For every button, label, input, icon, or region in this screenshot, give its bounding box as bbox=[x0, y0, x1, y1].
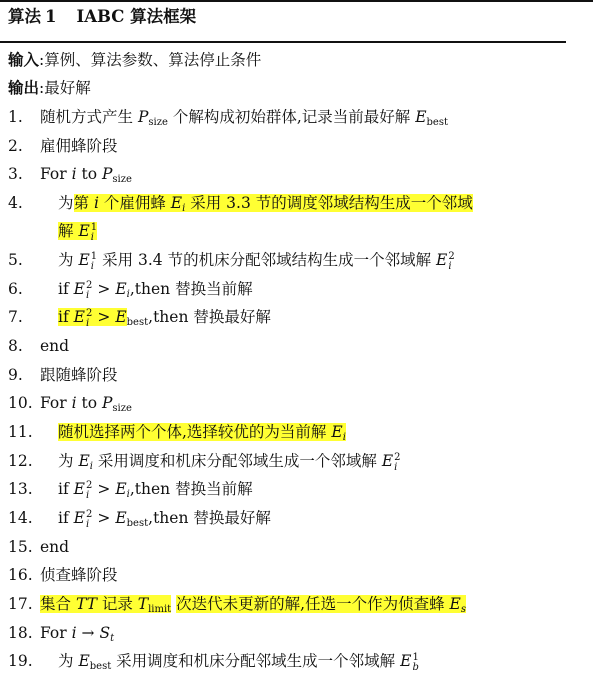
text-segment: 为 bbox=[58, 652, 79, 670]
keyword: if bbox=[58, 509, 74, 527]
header-rule bbox=[0, 41, 566, 43]
algorithm-line-12 bbox=[0, 447, 593, 475]
math-symbol: i bbox=[71, 624, 77, 642]
math-subscript: i bbox=[182, 203, 186, 214]
text-segment: 随机方式产生 bbox=[40, 108, 138, 126]
text-segment: 采用 3.3 节的调度邻域结构生成一个邻域 bbox=[185, 194, 473, 212]
math-superscript: 2 bbox=[85, 308, 93, 319]
algorithm-line-3 bbox=[0, 160, 593, 188]
math-subsup bbox=[448, 252, 454, 272]
line-number: 18. bbox=[8, 624, 33, 642]
math-subscript: i bbox=[89, 461, 93, 472]
line-text bbox=[58, 217, 97, 245]
line-number: 17. bbox=[8, 595, 33, 613]
math-subscript: limit bbox=[148, 604, 172, 615]
math-symbol: i bbox=[71, 165, 77, 183]
math-symbol: T bbox=[137, 595, 149, 613]
line-number: 2. bbox=[8, 137, 23, 155]
math-subscript: i bbox=[85, 318, 90, 329]
math-subscript: s bbox=[460, 604, 466, 615]
line-text: end bbox=[40, 538, 70, 556]
output-label: 输出 bbox=[8, 78, 40, 97]
math-subscript: i bbox=[126, 489, 130, 500]
math-subscript: best bbox=[89, 661, 112, 672]
math-superscript: 2 bbox=[85, 509, 93, 520]
text-segment: 随机选择两个个体,选择较优的为当前解 bbox=[58, 423, 332, 441]
math-symbol: E bbox=[115, 480, 127, 498]
text-segment: ,then 替换最好解 bbox=[148, 308, 271, 326]
math-subscript: i bbox=[85, 290, 90, 301]
line-number: 14. bbox=[8, 509, 33, 527]
math-symbol: i bbox=[93, 194, 99, 212]
line-number: 13. bbox=[8, 480, 33, 498]
line-number: 3. bbox=[8, 165, 23, 183]
algorithm-line-4 bbox=[0, 189, 593, 217]
math-symbol: P bbox=[101, 394, 113, 412]
keyword: For bbox=[40, 624, 72, 642]
math-superscript: 2 bbox=[85, 480, 93, 491]
output-line bbox=[8, 74, 91, 102]
line-number: 1. bbox=[8, 108, 23, 126]
algorithm-line-1 bbox=[0, 103, 593, 131]
line-number: 8. bbox=[8, 337, 23, 355]
math-superscript: 1 bbox=[412, 652, 419, 663]
title-prefix: 算法 bbox=[8, 7, 41, 26]
math-subscript: i bbox=[85, 490, 90, 501]
operator: → bbox=[81, 624, 95, 642]
line-text: end bbox=[40, 337, 70, 355]
math-symbol: E bbox=[78, 452, 90, 470]
math-subsup bbox=[394, 453, 400, 473]
operator: > bbox=[97, 480, 111, 498]
highlighted-span bbox=[40, 595, 171, 613]
line-number: 7. bbox=[8, 308, 23, 326]
math-symbol: E bbox=[78, 652, 90, 670]
keyword: if bbox=[58, 280, 74, 298]
text-segment: 采用调度和机床分配邻域生成一个邻域解 bbox=[92, 452, 382, 470]
math-subsup bbox=[91, 223, 97, 243]
text-segment: 次迭代未更新的解,任选一个作为侦查蜂 bbox=[176, 595, 450, 613]
algorithm-line-2 bbox=[0, 132, 593, 160]
math-symbol: E bbox=[115, 509, 127, 527]
line-number: 11. bbox=[8, 423, 33, 441]
math-subscript: b bbox=[412, 662, 419, 673]
math-subscript: i bbox=[448, 261, 452, 272]
line-text: 侦查蜂阶段 bbox=[40, 566, 118, 584]
math-subscript: i bbox=[90, 232, 94, 243]
text-segment: 记录 bbox=[96, 595, 138, 613]
math-symbol: E bbox=[449, 595, 461, 613]
math-subsup bbox=[412, 653, 418, 673]
text-segment: 采用 3.4 节的机床分配邻域结构生成一个邻域解 bbox=[97, 251, 437, 269]
algorithm-line-13 bbox=[0, 475, 593, 503]
text-segment: 个解构成初始群体,记录当前最好解 bbox=[167, 108, 416, 126]
keyword: For bbox=[40, 394, 72, 412]
operator: > bbox=[97, 308, 111, 326]
text-segment: 解 bbox=[58, 222, 79, 240]
input-label: 输入 bbox=[8, 50, 40, 69]
highlighted-span bbox=[176, 595, 466, 613]
math-symbol: E bbox=[115, 280, 127, 298]
math-subscript: best bbox=[126, 317, 149, 328]
algorithm-line-9 bbox=[0, 361, 593, 389]
math-symbol: E bbox=[170, 194, 183, 212]
math-subscript: i bbox=[90, 261, 94, 272]
math-superscript: 2 bbox=[394, 452, 401, 463]
math-symbol: E bbox=[73, 480, 85, 498]
text-segment: 采用调度和机床分配邻域生成一个邻域解 bbox=[111, 652, 401, 670]
text-segment: 为 bbox=[58, 194, 74, 212]
title-name: IABC 算法框架 bbox=[76, 7, 197, 26]
math-subscript: i bbox=[394, 462, 398, 473]
text-segment: ,then 替换当前解 bbox=[129, 280, 253, 298]
algorithm-title bbox=[8, 2, 196, 32]
math-symbol: i bbox=[71, 394, 77, 412]
math-superscript: 2 bbox=[85, 280, 93, 291]
title-number: 1 bbox=[45, 7, 57, 26]
keyword: to bbox=[76, 165, 102, 183]
algorithm-line-19 bbox=[0, 647, 593, 675]
line-number: 5. bbox=[8, 251, 23, 269]
math-subscript: best bbox=[126, 518, 149, 529]
math-subsup bbox=[86, 481, 92, 501]
math-symbol: E bbox=[78, 222, 90, 240]
math-subscript: size bbox=[148, 117, 168, 128]
math-subscript: i bbox=[342, 432, 346, 443]
math-subscript: size bbox=[112, 403, 132, 414]
text-segment: 第 bbox=[73, 194, 94, 212]
math-symbol: E bbox=[115, 308, 127, 326]
math-subscript: best bbox=[426, 117, 449, 128]
line-number: 6. bbox=[8, 280, 23, 298]
line-number: 15. bbox=[8, 538, 33, 556]
math-superscript: 2 bbox=[448, 251, 455, 262]
text-segment: 为 bbox=[58, 452, 79, 470]
math-symbol: E bbox=[415, 108, 427, 126]
highlighted-span bbox=[74, 194, 473, 212]
line-text: 跟随蜂阶段 bbox=[40, 366, 118, 384]
highlighted-span bbox=[58, 222, 98, 243]
math-symbol: E bbox=[400, 652, 412, 670]
math-superscript: 1 bbox=[90, 222, 98, 233]
math-symbol: E bbox=[73, 509, 85, 527]
algorithm-line-7 bbox=[0, 303, 593, 331]
math-symbol: P bbox=[101, 165, 113, 183]
math-symbol: E bbox=[78, 251, 90, 269]
algorithm-line-17 bbox=[0, 590, 593, 618]
algorithm-line-4-continued bbox=[0, 217, 593, 245]
math-subsup bbox=[86, 281, 92, 301]
math-subscript: i bbox=[126, 289, 130, 300]
algorithm-line-6 bbox=[0, 275, 593, 303]
keyword: to bbox=[76, 394, 102, 412]
algorithm-line-15 bbox=[0, 533, 593, 561]
highlighted-span bbox=[58, 423, 346, 441]
math-symbol: E bbox=[331, 423, 343, 441]
line-text: 雇佣蜂阶段 bbox=[40, 137, 118, 155]
text-segment: 为 bbox=[58, 251, 79, 269]
keyword: if bbox=[58, 308, 74, 326]
algorithm-line-14 bbox=[0, 504, 593, 532]
operator: > bbox=[97, 280, 111, 298]
output-text: :最好解 bbox=[39, 79, 91, 97]
math-subsup bbox=[86, 309, 92, 329]
text-segment: 集合 bbox=[40, 595, 76, 613]
math-symbol: E bbox=[73, 280, 85, 298]
math-subscript: size bbox=[112, 174, 132, 185]
math-subscript: i bbox=[85, 519, 90, 530]
keyword: if bbox=[58, 480, 74, 498]
algorithm-line-11 bbox=[0, 418, 593, 446]
math-symbol: E bbox=[436, 251, 448, 269]
line-number: 9. bbox=[8, 366, 23, 384]
math-symbol: E bbox=[381, 452, 394, 470]
algorithm-line-18 bbox=[0, 619, 593, 647]
math-superscript: 1 bbox=[90, 251, 98, 262]
math-symbol: E bbox=[73, 308, 85, 326]
input-text: :算例、算法参数、算法停止条件 bbox=[39, 51, 262, 69]
text-segment: 个雇佣蜂 bbox=[98, 194, 171, 212]
highlighted-span bbox=[58, 308, 127, 329]
line-number: 19. bbox=[8, 652, 33, 670]
math-symbol: P bbox=[137, 108, 149, 126]
input-line bbox=[8, 46, 261, 74]
algorithm-line-8 bbox=[0, 332, 593, 360]
algorithm-line-10 bbox=[0, 389, 593, 417]
line-number: 12. bbox=[8, 452, 33, 470]
math-subscript: t bbox=[110, 633, 115, 644]
algorithm-line-16 bbox=[0, 561, 593, 589]
operator: > bbox=[97, 509, 111, 527]
text-segment: ,then 替换当前解 bbox=[129, 480, 253, 498]
line-number: 16. bbox=[8, 566, 33, 584]
line-number: 4. bbox=[8, 194, 23, 212]
math-symbol: S bbox=[99, 624, 111, 642]
keyword: For bbox=[40, 165, 72, 183]
math-symbol: TT bbox=[75, 595, 97, 613]
math-subsup bbox=[86, 510, 92, 530]
text-segment: ,then 替换最好解 bbox=[148, 509, 271, 527]
algorithm-line-5 bbox=[0, 246, 593, 274]
line-text bbox=[58, 246, 455, 274]
line-number: 10. bbox=[8, 394, 33, 412]
